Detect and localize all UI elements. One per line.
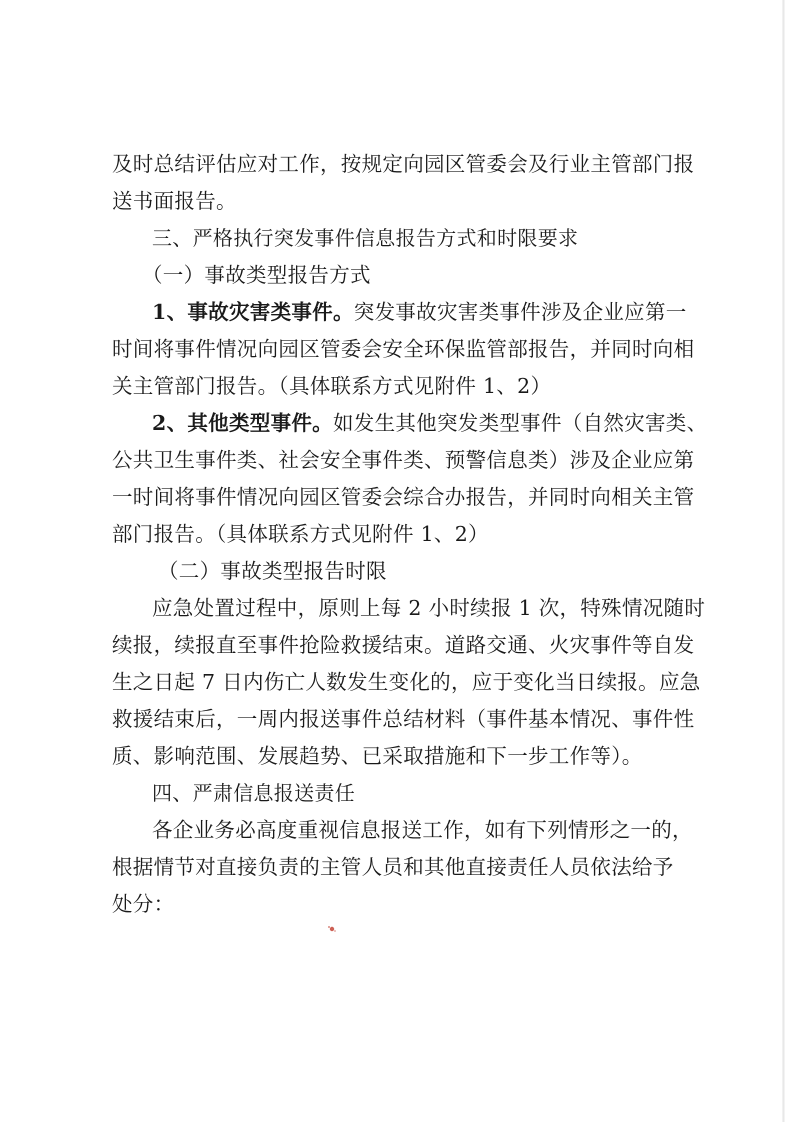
- paragraph-line: 部门报告。（具体联系方式见附件 1、2）: [112, 522, 489, 546]
- section-heading-4: 四、严肃信息报送责任: [152, 781, 355, 805]
- document-body: [112, 146, 708, 923]
- paragraph-line: 及时总结评估应对工作，按规定向园区管委会及行业主管部门报: [112, 152, 695, 176]
- paragraph-line: 公共卫生事件类、社会安全事件类、预警信息类）涉及企业应第: [112, 448, 695, 472]
- paragraph-line: 各企业务必高度重视信息报送工作，如有下列情形之一的，: [152, 818, 693, 842]
- paragraph-line: 续报，续报直至事件抢险救援结束。道路交通、火灾事件等自发: [112, 633, 695, 657]
- paragraph-line: 救援结束后，一周内报送事件总结材料（事件基本情况、事件性: [112, 707, 695, 731]
- item-title-disaster: 1、事故灾害类事件。: [152, 300, 354, 324]
- paragraph-line: 生之日起 7 日内伤亡人数发生变化的，应于变化当日续报。应急: [112, 670, 701, 694]
- paragraph-line: 送书面报告。: [112, 189, 237, 213]
- paragraph-line: 时间将事件情况向园区管委会安全环保监管部报告，并同时向相: [112, 337, 695, 361]
- paragraph-line: 应急处置过程中，原则上每 2 小时续报 1 次，特殊情况随时: [152, 596, 706, 620]
- paragraph-line: 处分：: [112, 892, 175, 916]
- item-title-other: 2、其他类型事件。: [152, 411, 333, 435]
- item-text: 突发事故灾害类事件涉及企业应第一: [353, 300, 687, 324]
- item-text: 如发生其他突发类型事件（自然灾害类、: [332, 411, 708, 435]
- paragraph-line: [112, 294, 702, 331]
- paragraph-line: [112, 405, 708, 442]
- paragraph-line: 根据情节对直接负责的主管人员和其他直接责任人员依法给予: [112, 855, 674, 879]
- subsection-heading-1: （一）事故类型报告方式: [142, 263, 371, 287]
- stamp-ink-mark: [325, 922, 339, 936]
- paragraph-line: 关主管部门报告。（具体联系方式见附件 1、2）: [112, 374, 552, 398]
- scan-edge-shadow: [782, 0, 785, 1122]
- section-heading-3: 三、严格执行突发事件信息报告方式和时限要求: [152, 226, 579, 250]
- paragraph-line: 一时间将事件情况向园区管委会综合办报告，并同时向相关主管: [112, 485, 695, 509]
- paragraph-line: 质、影响范围、发展趋势、已采取措施和下一步工作等）。: [112, 744, 643, 768]
- subsection-heading-2: （二）事故类型报告时限: [158, 559, 387, 583]
